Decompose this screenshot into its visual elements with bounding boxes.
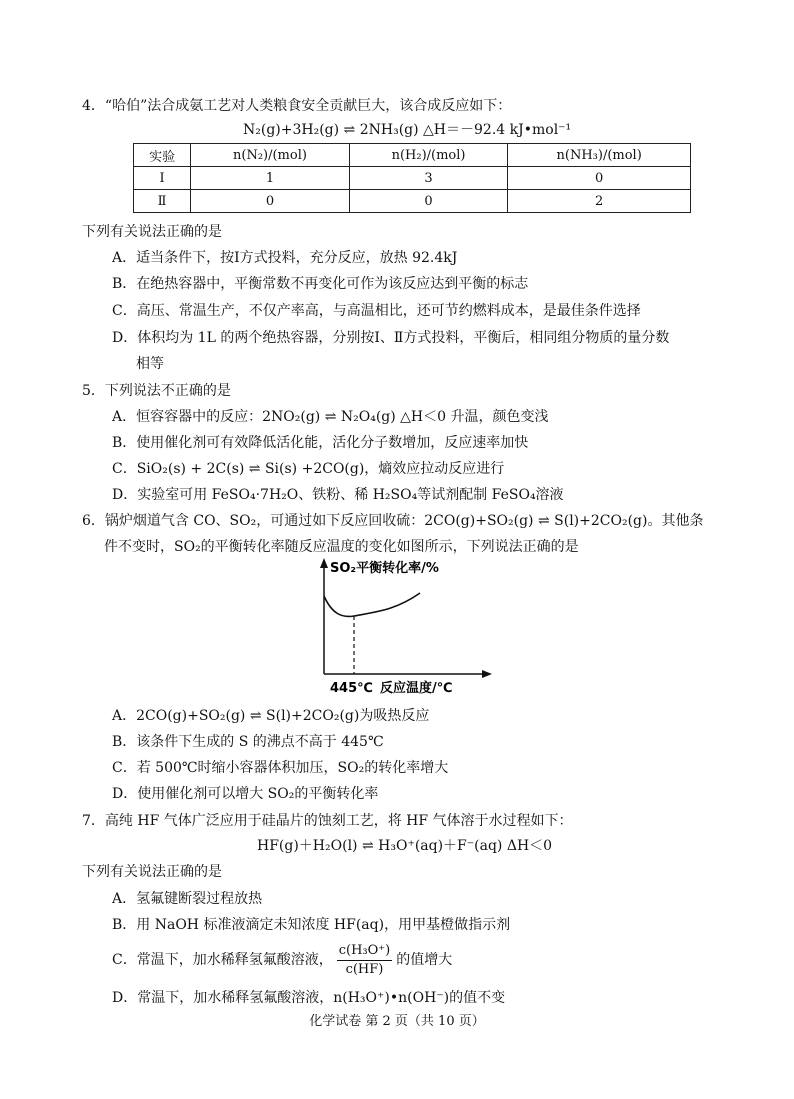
q4-option-b: B．在绝热容器中，平衡常数不再变化可作为该反应达到平衡的标志 bbox=[112, 276, 529, 292]
q5-option-c: C．SiO₂(s) + 2C(s) ⇌ Si(s) +2CO(g)，熵效应拉动反应进行 bbox=[112, 461, 505, 477]
q7-option-c bbox=[112, 940, 452, 980]
q4-option-d: D．体积均为 1L 的两个绝热容器，分别按Ⅰ、Ⅱ方式投料，平衡后，相同组分物质的量分数 bbox=[112, 330, 670, 346]
q4-option-c: C．高压、常温生产，不仅产率高，与高温相比，还可节约燃料成本，是最佳条件选择 bbox=[112, 303, 641, 319]
q6-option-c: C．若 500℃时缩小容器体积加压，SO₂的转化率增大 bbox=[112, 760, 449, 776]
table-cell: Ⅰ bbox=[134, 167, 191, 190]
q6-option-d: D．使用催化剂可以增大 SO₂的平衡转化率 bbox=[112, 786, 379, 802]
q6-stem-line2: 件不变时，SO₂的平衡转化率随反应温度的变化如图所示，下列说法正确的是 bbox=[104, 539, 579, 555]
table-cell: 1 bbox=[191, 167, 350, 190]
table-cell: 0 bbox=[191, 190, 350, 213]
q6-option-a: A．2CO(g)+SO₂(g) ⇌ S(l)+2CO₂(g)为吸热反应 bbox=[112, 708, 430, 724]
table-header: 实验 bbox=[134, 144, 191, 167]
q7-stem: 7．高纯 HF 气体广泛应用于硅晶片的蚀刻工艺，将 HF 气体溶于水过程如下： bbox=[82, 813, 573, 829]
table-header-row bbox=[134, 144, 691, 167]
page-footer: 化学试卷 第 2 页（共 10 页） bbox=[309, 1014, 485, 1029]
q7-option-c-text: C．常温下，加水稀释氢氟酸溶液， bbox=[112, 952, 333, 968]
table-cell: Ⅱ bbox=[134, 190, 191, 213]
table-header: n(N₂)/(mol) bbox=[191, 144, 350, 167]
q6-stem-line1: 6．锅炉烟道气含 CO、SO₂，可通过如下反应回收硫：2CO(g)+SO₂(g) ⇌ S(l)+2CO₂(g)。其他条 bbox=[82, 513, 704, 529]
table-header: n(NH₃)/(mol) bbox=[508, 144, 691, 167]
y-axis-label: SO₂平衡转化率/% bbox=[330, 561, 439, 576]
fraction-numerator: c(H₃O⁺) bbox=[337, 942, 393, 961]
q6-option-b: B．该条件下生成的 S 的沸点不高于 445℃ bbox=[112, 734, 384, 750]
table-row bbox=[134, 190, 691, 213]
table-row bbox=[134, 167, 691, 190]
x-axis-arrow bbox=[482, 670, 492, 678]
table-cell: 2 bbox=[508, 190, 691, 213]
q4-stem: 4．“哈伯”法合成氨工艺对人类粮食安全贡献巨大，该合成反应如下： bbox=[82, 98, 512, 114]
table-cell: 3 bbox=[349, 167, 508, 190]
fraction-denominator: c(HF) bbox=[345, 961, 384, 977]
x-tick-label: 445℃ bbox=[330, 681, 373, 696]
q7-option-b: B．用 NaOH 标准液滴定未知浓度 HF(aq)，用甲基橙做指示剂 bbox=[112, 917, 511, 933]
q4-option-d-cont: 相等 bbox=[136, 356, 164, 372]
table-header: n(H₂)/(mol) bbox=[349, 144, 508, 167]
q7-option-c-tail: 的值增大 bbox=[396, 952, 453, 968]
q7-option-d: D．常温下，加水稀释氢氟酸溶液，n(H₃O⁺)•n(OH⁻)的值不变 bbox=[112, 990, 506, 1006]
q7-option-a: A．氢氟键断裂过程放热 bbox=[112, 891, 263, 907]
q7-prompt: 下列有关说法正确的是 bbox=[82, 864, 222, 880]
q5-stem: 5．下列说法不正确的是 bbox=[82, 383, 231, 399]
q4-equation: N₂(g)+3H₂(g) ⇌ 2NH₃(g) △H＝－92.4 kJ•mol⁻¹ bbox=[243, 122, 572, 138]
series-curve bbox=[324, 593, 420, 616]
q5-option-b: B．使用催化剂可有效降低活化能，活化分子数增加，反应速率加快 bbox=[112, 435, 529, 451]
x-axis-label: 反应温度/℃ bbox=[380, 681, 453, 696]
q5-option-a: A．恒容容器中的反应：2NO₂(g) ⇌ N₂O₄(g) △H＜0 升温，颜色变浅 bbox=[112, 409, 549, 425]
q4-prompt: 下列有关说法正确的是 bbox=[82, 224, 222, 240]
table-cell: 0 bbox=[349, 190, 508, 213]
so2-conversion-chart bbox=[296, 556, 496, 700]
ratio-fraction bbox=[337, 942, 393, 979]
y-axis-arrow bbox=[320, 558, 328, 568]
q4-option-a: A．适当条件下，按Ⅰ方式投料，充分反应，放热 92.4kJ bbox=[112, 250, 458, 266]
q5-option-d: D．实验室可用 FeSO₄·7H₂O、铁粉、稀 H₂SO₄等试剂配制 FeSO₄溶液 bbox=[112, 487, 564, 503]
q7-equation: HF(g)＋H₂O(l) ⇌ H₃O⁺(aq)＋F⁻(aq) ΔH＜0 bbox=[257, 838, 553, 854]
table-cell: 0 bbox=[508, 167, 691, 190]
q4-table bbox=[133, 143, 691, 213]
